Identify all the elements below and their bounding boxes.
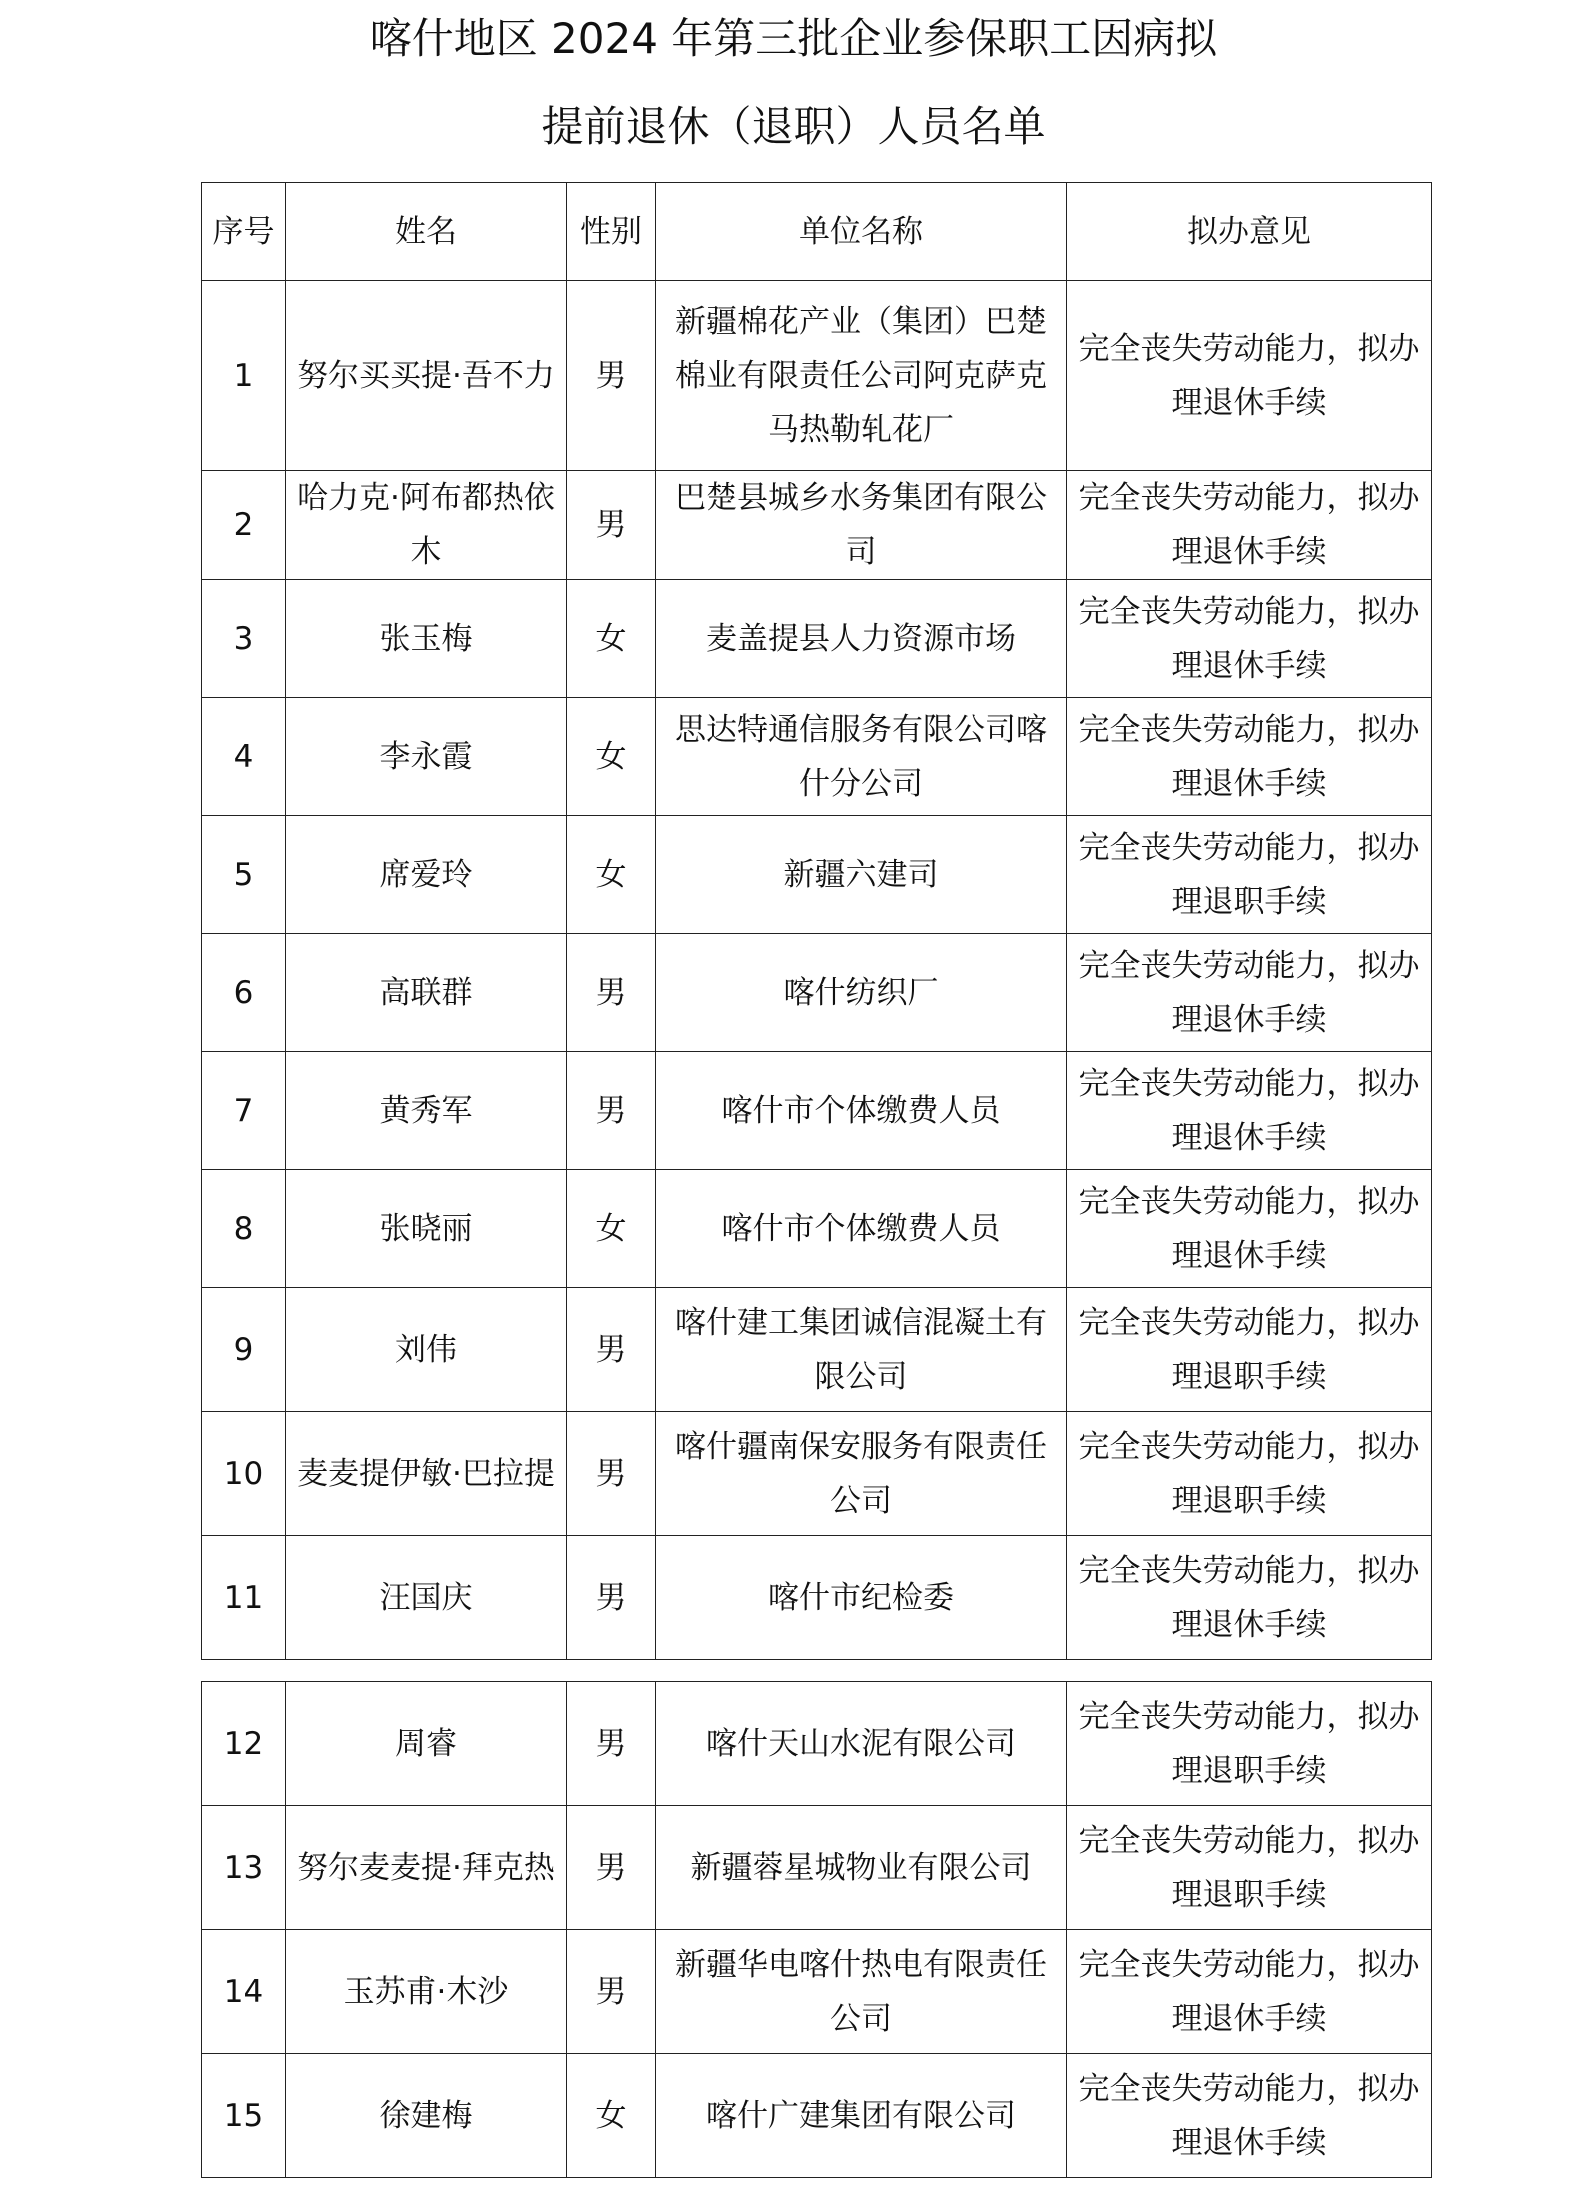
cell-opinion: 完全丧失劳动能力，拟办理退休手续 (1067, 281, 1432, 471)
cell-name: 麦麦提伊敏·巴拉提 (286, 1412, 567, 1536)
cell-unit: 喀什建工集团诚信混凝土有限公司 (656, 1288, 1067, 1412)
cell-seq: 7 (202, 1052, 286, 1170)
table-row (202, 1412, 1432, 1536)
cell-gender: 女 (567, 698, 656, 816)
cell-gender: 女 (567, 1170, 656, 1288)
cell-unit: 新疆棉花产业（集团）巴楚棉业有限责任公司阿克萨克马热勒轧花厂 (656, 281, 1067, 471)
cell-opinion: 完全丧失劳动能力，拟办理退休手续 (1067, 1052, 1432, 1170)
cell-unit: 新疆华电喀什热电有限责任公司 (656, 1930, 1067, 2054)
cell-seq: 6 (202, 934, 286, 1052)
cell-opinion: 完全丧失劳动能力，拟办理退休手续 (1067, 1930, 1432, 2054)
cell-gender: 男 (567, 1806, 656, 1930)
header-seq: 序号 (202, 183, 286, 281)
table-row (202, 698, 1432, 816)
table-row (202, 1288, 1432, 1412)
cell-unit: 思达特通信服务有限公司喀什分公司 (656, 698, 1067, 816)
cell-unit: 喀什市个体缴费人员 (656, 1170, 1067, 1288)
header-gender: 性别 (567, 183, 656, 281)
table-row (202, 816, 1432, 934)
table-row (202, 1052, 1432, 1170)
header-name: 姓名 (286, 183, 567, 281)
cell-gender: 女 (567, 816, 656, 934)
cell-gender: 男 (567, 1288, 656, 1412)
cell-unit: 喀什市纪检委 (656, 1536, 1067, 1660)
cell-name: 努尔买买提·吾不力 (286, 281, 567, 471)
cell-gender: 男 (567, 1930, 656, 2054)
cell-gender: 男 (567, 281, 656, 471)
cell-name: 徐建梅 (286, 2054, 567, 2178)
cell-name: 黄秀军 (286, 1052, 567, 1170)
cell-name: 张晓丽 (286, 1170, 567, 1288)
cell-opinion: 完全丧失劳动能力，拟办理退休手续 (1067, 2054, 1432, 2178)
cell-gender: 男 (567, 1412, 656, 1536)
cell-unit: 新疆蓉星城物业有限公司 (656, 1806, 1067, 1930)
document-title-line-1: 喀什地区 2024 年第三批企业参保职工因病拟 (369, 14, 1218, 63)
cell-seq: 12 (202, 1682, 286, 1806)
cell-seq: 2 (202, 471, 286, 580)
cell-unit: 喀什纺织厂 (656, 934, 1067, 1052)
cell-unit: 喀什天山水泥有限公司 (656, 1682, 1067, 1806)
cell-opinion: 完全丧失劳动能力，拟办理退职手续 (1067, 816, 1432, 934)
cell-seq: 13 (202, 1806, 286, 1930)
table-row (202, 471, 1432, 580)
cell-gender: 女 (567, 580, 656, 698)
table-row (202, 281, 1432, 471)
cell-opinion: 完全丧失劳动能力，拟办理退休手续 (1067, 1536, 1432, 1660)
cell-seq: 8 (202, 1170, 286, 1288)
cell-name: 哈力克·阿布都热依木 (286, 471, 567, 580)
table-header-row (202, 183, 1432, 281)
cell-opinion: 完全丧失劳动能力，拟办理退职手续 (1067, 1288, 1432, 1412)
cell-seq: 5 (202, 816, 286, 934)
cell-opinion: 完全丧失劳动能力，拟办理退休手续 (1067, 1170, 1432, 1288)
cell-name: 玉苏甫·木沙 (286, 1930, 567, 2054)
cell-name: 汪国庆 (286, 1536, 567, 1660)
table-row (202, 580, 1432, 698)
cell-gender: 男 (567, 1052, 656, 1170)
cell-seq: 14 (202, 1930, 286, 2054)
table-row (202, 1536, 1432, 1660)
table-row (202, 1930, 1432, 2054)
cell-seq: 10 (202, 1412, 286, 1536)
cell-unit: 麦盖提县人力资源市场 (656, 580, 1067, 698)
cell-opinion: 完全丧失劳动能力，拟办理退休手续 (1067, 934, 1432, 1052)
cell-opinion: 完全丧失劳动能力，拟办理退休手续 (1067, 471, 1432, 580)
cell-name: 刘伟 (286, 1288, 567, 1412)
table-row (202, 1806, 1432, 1930)
document-title-line-2: 提前退休（退职）人员名单 (541, 102, 1046, 151)
header-unit: 单位名称 (656, 183, 1067, 281)
cell-name: 李永霞 (286, 698, 567, 816)
cell-name: 高联群 (286, 934, 567, 1052)
cell-seq: 9 (202, 1288, 286, 1412)
table-row (202, 1682, 1432, 1806)
cell-seq: 3 (202, 580, 286, 698)
cell-name: 努尔麦麦提·拜克热 (286, 1806, 567, 1930)
cell-gender: 男 (567, 934, 656, 1052)
table-row (202, 1170, 1432, 1288)
cell-gender: 男 (567, 1536, 656, 1660)
cell-gender: 女 (567, 2054, 656, 2178)
roster-table-part-2 (201, 1681, 1432, 2178)
cell-name: 席爱玲 (286, 816, 567, 934)
roster-table-part-1 (201, 182, 1432, 1660)
table-row (202, 934, 1432, 1052)
cell-opinion: 完全丧失劳动能力，拟办理退职手续 (1067, 1412, 1432, 1536)
cell-opinion: 完全丧失劳动能力，拟办理退休手续 (1067, 580, 1432, 698)
cell-seq: 15 (202, 2054, 286, 2178)
cell-seq: 4 (202, 698, 286, 816)
cell-unit: 喀什市个体缴费人员 (656, 1052, 1067, 1170)
cell-name: 周睿 (286, 1682, 567, 1806)
cell-opinion: 完全丧失劳动能力，拟办理退职手续 (1067, 1806, 1432, 1930)
header-opinion: 拟办意见 (1067, 183, 1432, 281)
cell-gender: 男 (567, 471, 656, 580)
cell-gender: 男 (567, 1682, 656, 1806)
cell-unit: 新疆六建司 (656, 816, 1067, 934)
cell-unit: 喀什疆南保安服务有限责任公司 (656, 1412, 1067, 1536)
cell-seq: 11 (202, 1536, 286, 1660)
cell-opinion: 完全丧失劳动能力，拟办理退职手续 (1067, 1682, 1432, 1806)
cell-seq: 1 (202, 281, 286, 471)
cell-unit: 喀什广建集团有限公司 (656, 2054, 1067, 2178)
cell-name: 张玉梅 (286, 580, 567, 698)
table-row (202, 2054, 1432, 2178)
cell-opinion: 完全丧失劳动能力，拟办理退休手续 (1067, 698, 1432, 816)
cell-unit: 巴楚县城乡水务集团有限公司 (656, 471, 1067, 580)
